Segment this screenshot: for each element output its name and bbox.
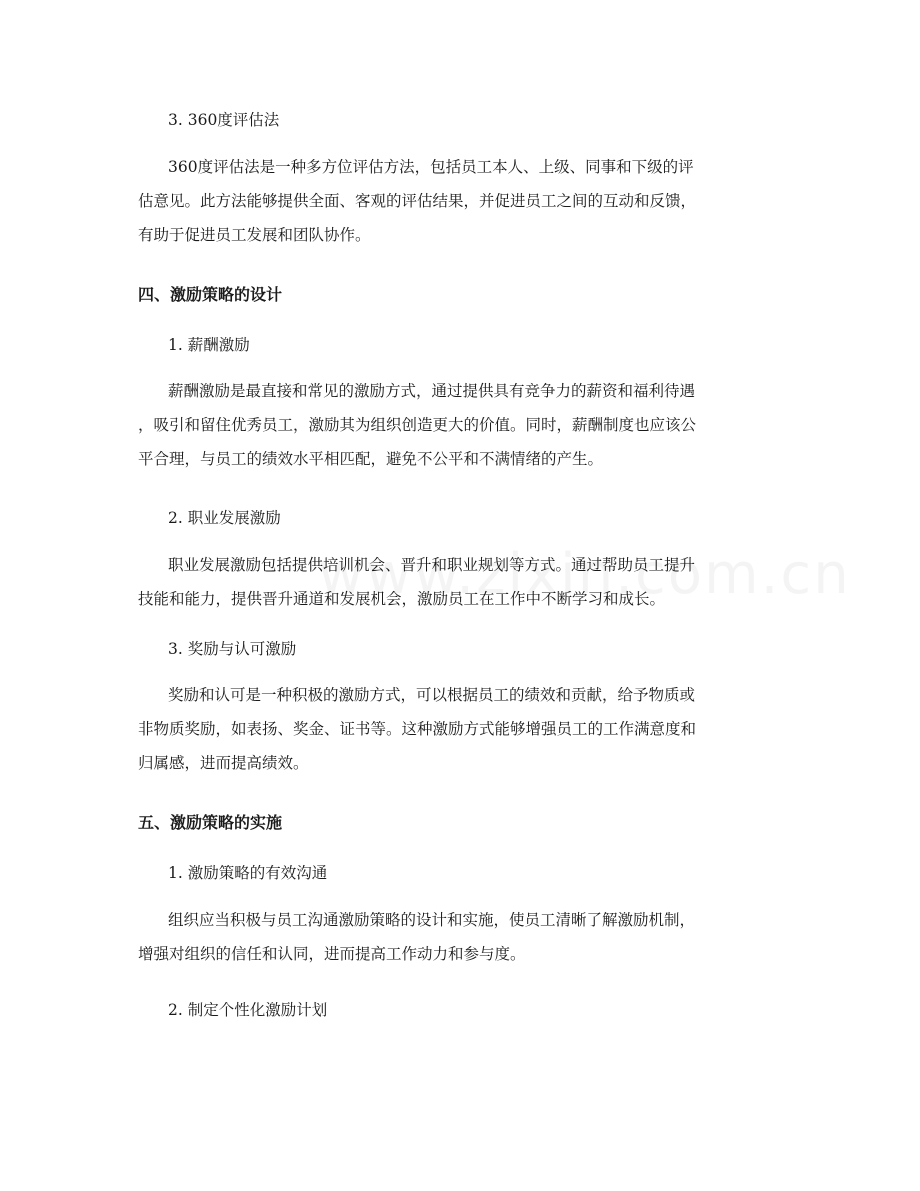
paragraph-line: 非物质奖励，如表扬、奖金、证书等。这种激励方式能够增强员工的工作满意度和: [138, 720, 697, 738]
paragraph-line: 薪酬激励是最直接和常见的激励方式，通过提供具有竞争力的薪资和福利待遇: [168, 382, 696, 400]
paragraph-line: 奖励和认可是一种积极的激励方式，可以根据员工的绩效和贡献，给予物质或: [168, 686, 696, 704]
paragraph-salary-incentive: [138, 374, 786, 476]
subheading-360-evaluation: 3. 360度评估法: [168, 111, 280, 129]
paragraph-line: 估意见。此方法能够提供全面、客观的评估结果，并促进员工之间的互动和反馈，: [138, 192, 697, 210]
subheading-effective-communication: 1. 激励策略的有效沟通: [168, 864, 328, 882]
paragraph-line: 平合理，与员工的绩效水平相匹配，避免不公平和不满情绪的产生。: [138, 450, 604, 468]
paragraph-line: 有助于促进员工发展和团队协作。: [138, 226, 371, 244]
subheading-reward-recognition: 3. 奖励与认可激励: [168, 640, 297, 658]
paragraph-360-evaluation: [138, 150, 786, 252]
section-heading-design: 四、激励策略的设计: [138, 285, 283, 304]
paragraph-line: 360度评估法是一种多方位评估方法，包括员工本人、上级、同事和下级的评: [168, 158, 694, 176]
paragraph-line: 技能和能力，提供晋升通道和发展机会，激励员工在工作中不断学习和成长。: [138, 590, 666, 608]
paragraph-line: 增强对组织的信任和认同，进而提高工作动力和参与度。: [138, 945, 526, 963]
paragraph-line: 组织应当积极与员工沟通激励策略的设计和实施，使员工清晰了解激励机制，: [168, 911, 696, 929]
paragraph-reward-recognition: [138, 678, 786, 780]
paragraph-effective-communication: [138, 903, 786, 971]
subheading-salary-incentive: 1. 薪酬激励: [168, 336, 250, 354]
subheading-personalized-plan: 2. 制定个性化激励计划: [168, 1001, 328, 1019]
section-heading-implementation: 五、激励策略的实施: [138, 813, 283, 832]
paragraph-line: 职业发展激励包括提供培训机会、晋升和职业规划等方式。通过帮助员工提升: [168, 556, 696, 574]
paragraph-career-incentive: [138, 548, 786, 616]
subheading-career-incentive: 2. 职业发展激励: [168, 509, 281, 527]
paragraph-line: ，吸引和留住优秀员工，激励其为组织创造更大的价值。同时，薪酬制度也应该公: [138, 416, 697, 434]
paragraph-line: 归属感，进而提高绩效。: [138, 754, 309, 772]
